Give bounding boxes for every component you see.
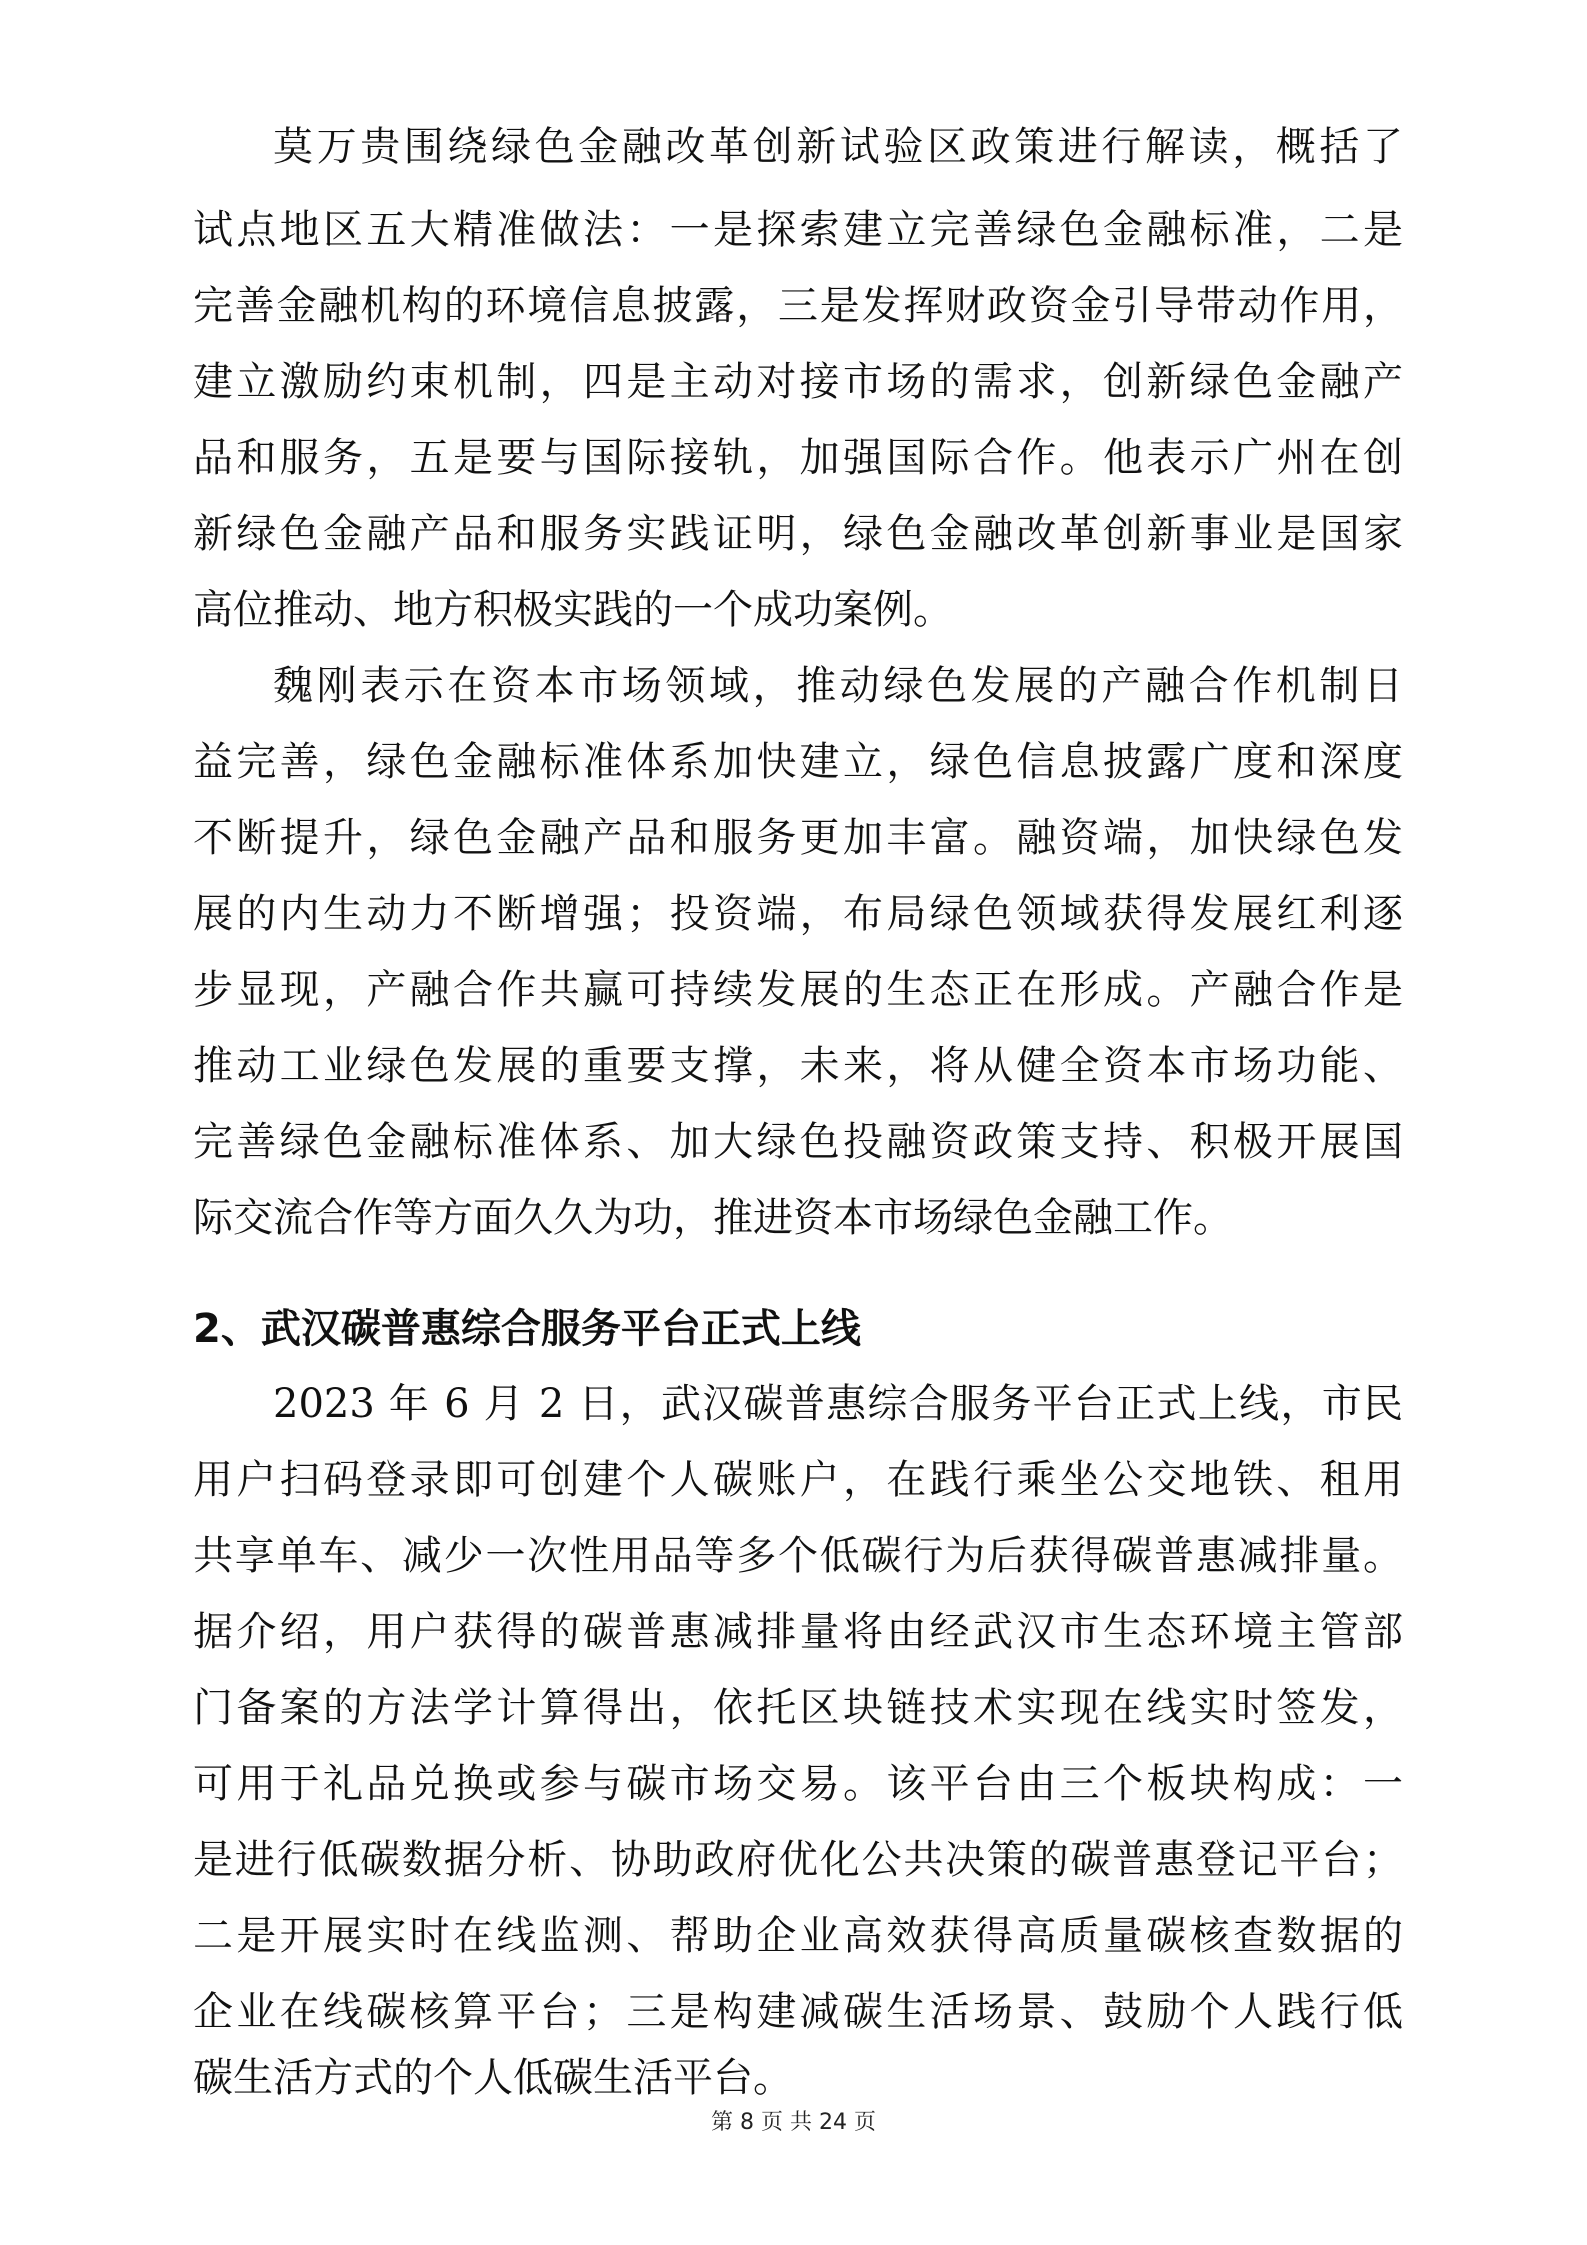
paragraph-1-line-4: 建立激励约束机制，四是主动对接市场的需求，创新绿色金融产 [193, 359, 1403, 405]
paragraph-2-line-1: 魏刚表示在资本市场领域，推动绿色发展的产融合作机制日 [273, 663, 1403, 709]
footer-prefix: 第 [710, 2110, 733, 2135]
paragraph-1-line-2: 试点地区五大精准做法：一是探索建立完善绿色金融标准，二是 [193, 207, 1403, 253]
section-paragraph-line-7: 是进行低碳数据分析、协助政府优化公共决策的碳普惠登记平台； [193, 1837, 1403, 1883]
paragraph-1-line-7: 高位推动、地方积极实践的一个成功案例。 [193, 587, 953, 633]
paragraph-2-line-6: 推动工业绿色发展的重要支撑，未来，将从健全资本市场功能、 [193, 1043, 1403, 1089]
paragraph-1-line-6: 新绿色金融产品和服务实践证明，绿色金融改革创新事业是国家 [193, 511, 1403, 557]
section-paragraph-line-8: 二是开展实时在线监测、帮助企业高效获得高质量碳核查数据的 [193, 1913, 1403, 1959]
paragraph-2-line-3: 不断提升，绿色金融产品和服务更加丰富。融资端，加快绿色发 [193, 815, 1403, 861]
paragraph-1-line-5: 品和服务，五是要与国际接轨，加强国际合作。他表示广州在创 [193, 435, 1403, 481]
page-footer [0, 2108, 1587, 2138]
footer-page-number: 8 [740, 2110, 754, 2135]
section-paragraph-line-5: 门备案的方法学计算得出，依托区块链技术实现在线实时签发， [193, 1685, 1403, 1731]
section-paragraph-line-3: 共享单车、减少一次性用品等多个低碳行为后获得碳普惠减排量。 [193, 1533, 1403, 1579]
paragraph-1-line-1: 莫万贵围绕绿色金融改革创新试验区政策进行解读，概括了 [273, 124, 1403, 170]
section-paragraph-line-6: 可用于礼品兑换或参与碳市场交易。该平台由三个板块构成：一 [193, 1761, 1403, 1807]
section-paragraph-line-9: 企业在线碳核算平台；三是构建减碳生活场景、鼓励个人践行低 [193, 1989, 1403, 2035]
section-paragraph-line-2: 用户扫码登录即可创建个人碳账户，在践行乘坐公交地铁、租用 [193, 1457, 1403, 1503]
paragraph-2-line-4: 展的内生动力不断增强；投资端，布局绿色领域获得发展红利逐 [193, 891, 1403, 937]
footer-total-pages: 24 [819, 2110, 847, 2135]
paragraph-2-line-8: 际交流合作等方面久久为功，推进资本市场绿色金融工作。 [193, 1195, 1233, 1241]
paragraph-2-line-7: 完善绿色金融标准体系、加大绿色投融资政策支持、积极开展国 [193, 1119, 1403, 1165]
section-paragraph-line-10: 碳生活方式的个人低碳生活平台。 [193, 2055, 793, 2101]
paragraph-2-line-5: 步显现，产融合作共赢可持续发展的生态正在形成。产融合作是 [193, 967, 1403, 1013]
footer-middle: 页 共 [761, 2110, 812, 2135]
paragraph-2-line-2: 益完善，绿色金融标准体系加快建立，绿色信息披露广度和深度 [193, 739, 1403, 785]
section-paragraph-line-1: 2023 年 6 月 2 日，武汉碳普惠综合服务平台正式上线，市民 [273, 1381, 1403, 1427]
section-paragraph-line-4: 据介绍，用户获得的碳普惠减排量将由经武汉市生态环境主管部 [193, 1609, 1403, 1655]
footer-suffix: 页 [854, 2110, 877, 2135]
paragraph-1-line-3: 完善金融机构的环境信息披露，三是发挥财政资金引导带动作用， [193, 283, 1403, 329]
section-heading: 2、武汉碳普惠综合服务平台正式上线 [193, 1306, 861, 1352]
